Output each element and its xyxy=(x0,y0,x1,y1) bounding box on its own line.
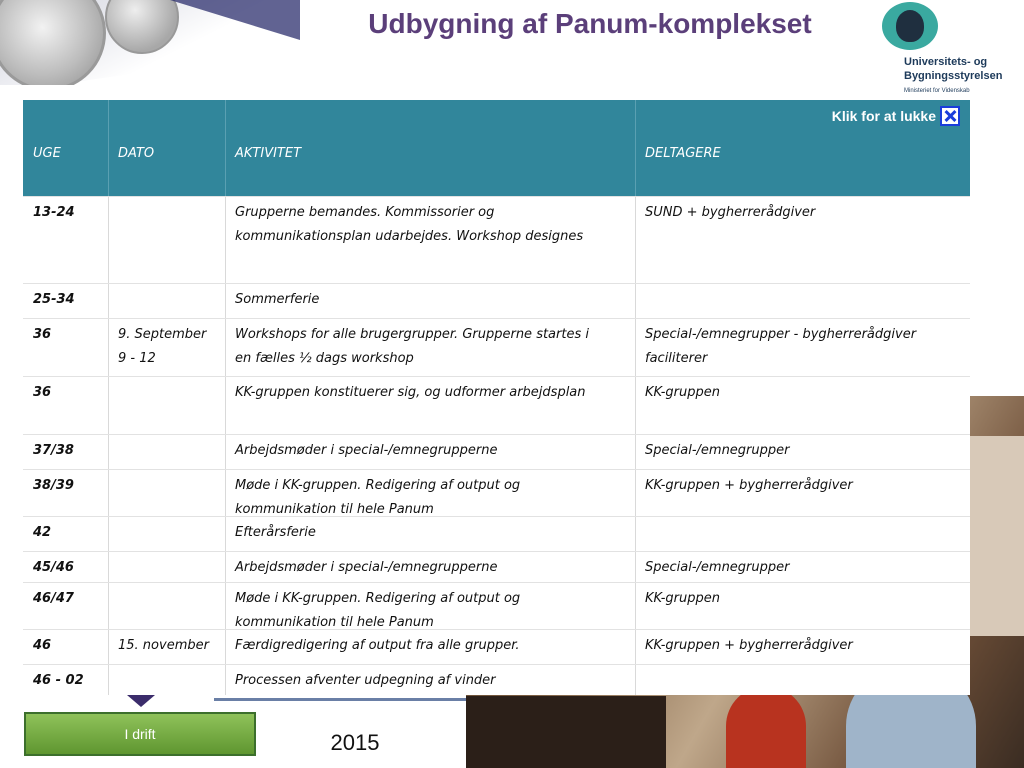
table-row xyxy=(23,196,970,284)
cell-line: KK-gruppen + bygherrerådgiver xyxy=(645,638,853,653)
column-header-aktivitet: AKTIVITET xyxy=(235,146,302,161)
timeline-line xyxy=(214,698,466,701)
table-row xyxy=(23,664,970,696)
cell-deltagere xyxy=(645,381,965,405)
cell-line: Special-/emnegrupper - bygherrerådgiver xyxy=(645,327,917,342)
year-label: 2015 xyxy=(330,730,380,755)
cell-deltagere xyxy=(645,587,965,611)
cell-aktivitet xyxy=(235,201,631,249)
close-button[interactable] xyxy=(832,106,960,126)
cell-uge: 37/38 xyxy=(33,443,74,458)
page-title: Udbygning af Panum-komplekset xyxy=(368,8,812,39)
table-row xyxy=(23,629,970,665)
cell-line: kommunikation til hele Panum xyxy=(235,502,434,517)
cell-deltagere xyxy=(645,439,965,463)
cell-line: 15. november xyxy=(118,638,209,653)
schedule-popup xyxy=(23,100,970,695)
cell-line: Processen afventer udpegning af vinder xyxy=(235,673,496,688)
cell-aktivitet xyxy=(235,439,631,463)
seal-icon xyxy=(0,0,106,85)
cell-aktivitet xyxy=(235,587,631,635)
cell-deltagere xyxy=(645,323,965,371)
table-header xyxy=(23,100,970,196)
cell-deltagere xyxy=(645,474,965,498)
down-arrow-icon xyxy=(127,695,155,707)
column-header-dato: DATO xyxy=(118,146,155,161)
cell-aktivitet xyxy=(235,521,631,545)
cell-line: KK-gruppen xyxy=(645,591,721,606)
cell-aktivitet xyxy=(235,323,631,371)
cell-line: SUND + bygherrerådgiver xyxy=(645,205,816,220)
logo-line-3: Ministeriet for Videnskab xyxy=(904,88,970,94)
logo-line-2: Bygningsstyrelsen xyxy=(904,70,1003,82)
table-row xyxy=(23,376,970,435)
cell-line: Arbejdsmøder i special-/emnegrupperne xyxy=(235,443,498,458)
cell-line: Sommerferie xyxy=(235,292,320,307)
table-row xyxy=(23,551,970,583)
table-row xyxy=(23,469,970,517)
cell-line: kommunikationsplan udarbejdes. Workshop designes xyxy=(235,229,584,244)
cell-deltagere xyxy=(645,634,965,658)
cell-uge: 38/39 xyxy=(33,478,74,493)
cell-line: Arbejdsmøder i special-/emnegrupperne xyxy=(235,560,498,575)
cell-uge: 46 - 02 xyxy=(33,673,84,688)
cell-line: Møde i KK-gruppen. Redigering af output og xyxy=(235,591,521,606)
cell-line: KK-gruppen konstituerer sig, og udformer arbejdsplan xyxy=(235,385,586,400)
cell-line: Færdigredigering af output fra alle grupper. xyxy=(235,638,520,653)
cell-line: Grupperne bemandes. Kommissorier og xyxy=(235,205,495,220)
cell-line: kommunikation til hele Panum xyxy=(235,615,434,630)
cell-line: Efterårsferie xyxy=(235,525,316,540)
cell-uge: 42 xyxy=(33,525,52,540)
close-label: Klik for at lukke xyxy=(831,108,936,124)
cell-deltagere xyxy=(645,556,965,580)
cell-line: faciliterer xyxy=(645,351,708,366)
close-icon[interactable] xyxy=(940,106,960,126)
column-header-uge: UGE xyxy=(33,146,61,161)
cell-aktivitet xyxy=(235,288,631,312)
column-header-deltagere: DELTAGERE xyxy=(645,146,721,161)
cell-uge: 36 xyxy=(33,385,52,400)
cell-deltagere xyxy=(645,201,965,225)
logo-line-1: Universitets- og xyxy=(904,56,988,68)
cell-line: Special-/emnegrupper xyxy=(645,443,790,458)
cell-aktivitet xyxy=(235,669,631,693)
cell-uge: 45/46 xyxy=(33,560,74,575)
table-row xyxy=(23,283,970,319)
cell-line: KK-gruppen xyxy=(645,385,721,400)
table-row xyxy=(23,318,970,377)
cell-line: KK-gruppen + bygherrerådgiver xyxy=(645,478,853,493)
cell-line: Møde i KK-gruppen. Redigering af output og xyxy=(235,478,521,493)
cell-uge: 25-34 xyxy=(33,292,75,307)
cell-dato xyxy=(118,634,222,658)
cell-uge: 36 xyxy=(33,327,52,342)
cell-uge: 46 xyxy=(33,638,52,653)
cell-uge: 13-24 xyxy=(33,205,75,220)
i-drift-button[interactable]: I drift xyxy=(24,712,256,756)
university-seal-decoration xyxy=(0,0,300,85)
cell-uge: 46/47 xyxy=(33,591,74,606)
cell-aktivitet xyxy=(235,556,631,580)
ministry-logo xyxy=(878,0,1024,112)
cell-dato xyxy=(118,323,222,371)
table-row xyxy=(23,434,970,470)
cell-line: 9. September xyxy=(118,327,207,342)
cell-line: Special-/emnegrupper xyxy=(645,560,790,575)
table-row xyxy=(23,582,970,630)
cell-aktivitet xyxy=(235,381,631,405)
cell-aktivitet xyxy=(235,634,631,658)
table-row xyxy=(23,516,970,552)
cell-line: Workshops for alle brugergrupper. Grupperne startes i xyxy=(235,327,589,342)
cell-line: 9 - 12 xyxy=(118,351,156,366)
cell-line: en fælles ½ dags workshop xyxy=(235,351,414,366)
cell-aktivitet xyxy=(235,474,631,522)
crown-emblem-icon xyxy=(882,2,938,50)
